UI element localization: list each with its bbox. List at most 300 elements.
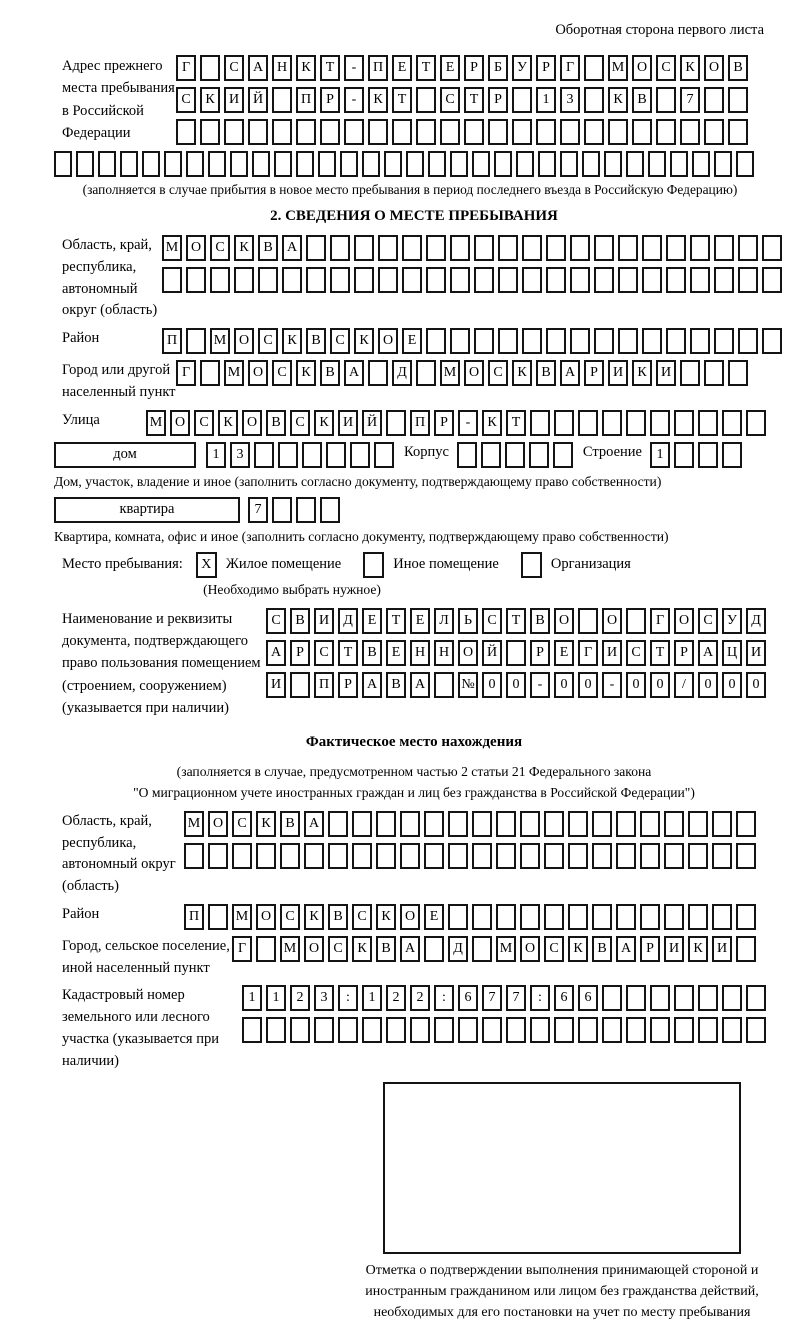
char-cell: Т xyxy=(320,55,340,81)
char-cell: / xyxy=(674,672,694,698)
empty-cell xyxy=(670,151,688,177)
char-cell: А xyxy=(698,640,718,666)
char-cell: Е xyxy=(554,640,574,666)
char-cell: И xyxy=(338,410,358,436)
checkbox-organization xyxy=(521,552,542,578)
empty-cell xyxy=(640,843,660,869)
empty-cell xyxy=(498,328,518,354)
char-cell: Р xyxy=(584,360,604,386)
empty-cell xyxy=(584,87,604,113)
empty-cell xyxy=(224,119,244,145)
char-cell: Е xyxy=(424,904,444,930)
char-cell: Г xyxy=(578,640,598,666)
empty-cell xyxy=(584,55,604,81)
empty-cell xyxy=(690,235,710,261)
char-cell: 7 xyxy=(680,87,700,113)
cadastral-label: Кадастровый номер земельного или лесного участка (указывается при наличии) xyxy=(62,987,219,1069)
char-cell: О xyxy=(234,328,254,354)
empty-cell xyxy=(698,442,718,468)
empty-cell xyxy=(434,1017,454,1043)
char-cell: А xyxy=(282,235,302,261)
empty-cell xyxy=(296,151,314,177)
empty-cell xyxy=(362,1017,382,1043)
empty-cell xyxy=(594,235,614,261)
char-cell: : xyxy=(530,985,550,1011)
char-cell: Й xyxy=(248,87,268,113)
char-cell: 2 xyxy=(386,985,406,1011)
empty-cell xyxy=(736,843,756,869)
char-cell: К xyxy=(568,936,588,962)
char-cell: 0 xyxy=(698,672,718,698)
empty-cell xyxy=(626,151,644,177)
empty-cell xyxy=(384,151,402,177)
prev-address-row-3 xyxy=(176,119,748,145)
empty-cell xyxy=(692,151,710,177)
street-row xyxy=(62,410,766,436)
empty-cell xyxy=(234,267,254,293)
empty-cell xyxy=(426,328,446,354)
char-cell: С xyxy=(314,640,334,666)
char-cell: Р xyxy=(338,672,358,698)
char-cell: 0 xyxy=(554,672,574,698)
empty-cell xyxy=(602,985,622,1011)
empty-cell xyxy=(736,904,756,930)
char-cell: С xyxy=(176,87,196,113)
empty-cell xyxy=(554,410,574,436)
empty-cell xyxy=(472,811,492,837)
district-cells xyxy=(162,328,782,354)
empty-cell xyxy=(354,267,374,293)
empty-cell xyxy=(722,442,742,468)
char-cell: Ц xyxy=(722,640,742,666)
empty-cell xyxy=(142,151,160,177)
empty-cell xyxy=(664,843,684,869)
empty-cell xyxy=(326,442,346,468)
char-cell: Ь xyxy=(458,608,478,634)
char-cell: Р xyxy=(536,55,556,81)
region-label: Область, край, республика, автономный округ (область) xyxy=(62,237,158,319)
region-cells xyxy=(162,235,782,293)
empty-cell xyxy=(416,360,436,386)
empty-cell xyxy=(164,151,182,177)
char-cell: Д xyxy=(392,360,412,386)
empty-cell xyxy=(378,235,398,261)
actual-region-label: Область, край, республика, автономный округ (область) xyxy=(62,812,176,895)
empty-cell xyxy=(616,904,636,930)
empty-cell xyxy=(680,360,700,386)
empty-cell xyxy=(481,442,501,468)
empty-cell xyxy=(330,235,350,261)
section2-heading: 2. СВЕДЕНИЯ О МЕСТЕ ПРЕБЫВАНИЯ xyxy=(270,208,558,224)
empty-cell xyxy=(522,328,542,354)
char-cell: В xyxy=(328,904,348,930)
empty-cell xyxy=(714,328,734,354)
empty-cell xyxy=(410,1017,430,1043)
empty-cell xyxy=(544,811,564,837)
empty-cell xyxy=(632,119,652,145)
empty-cell xyxy=(386,410,406,436)
empty-cell xyxy=(340,151,358,177)
char-cell: Т xyxy=(416,55,436,81)
char-cell: А xyxy=(344,360,364,386)
char-cell: В xyxy=(280,811,300,837)
street-label: Улица xyxy=(62,411,100,428)
actual-city-row xyxy=(62,936,766,980)
char-cell: К xyxy=(482,410,502,436)
char-cell: И xyxy=(608,360,628,386)
empty-cell xyxy=(330,267,350,293)
char-cell: О xyxy=(170,410,190,436)
empty-cell xyxy=(186,151,204,177)
empty-cell xyxy=(458,1017,478,1043)
empty-cell xyxy=(76,151,94,177)
char-cell: 0 xyxy=(722,672,742,698)
empty-cell xyxy=(666,267,686,293)
empty-cell xyxy=(302,442,322,468)
char-cell: О xyxy=(208,811,228,837)
confirmation-stamp-area xyxy=(362,1082,762,1323)
empty-cell xyxy=(704,87,724,113)
char-cell: К xyxy=(512,360,532,386)
char-cell: К xyxy=(368,87,388,113)
empty-cell xyxy=(290,672,310,698)
empty-cell xyxy=(604,151,622,177)
empty-cell xyxy=(560,151,578,177)
empty-cell xyxy=(722,985,742,1011)
cadastral-row xyxy=(62,985,766,1072)
empty-cell xyxy=(256,843,276,869)
char-cell: В xyxy=(290,608,310,634)
empty-cell xyxy=(496,843,516,869)
char-cell: О xyxy=(464,360,484,386)
empty-cell xyxy=(530,410,550,436)
empty-cell xyxy=(712,843,732,869)
char-cell: Г xyxy=(560,55,580,81)
empty-cell xyxy=(280,843,300,869)
char-cell: А xyxy=(616,936,636,962)
char-cell: М xyxy=(280,936,300,962)
char-cell: К xyxy=(282,328,302,354)
char-cell: В xyxy=(386,672,406,698)
char-cell: В xyxy=(362,640,382,666)
char-cell: К xyxy=(296,55,316,81)
char-cell: М xyxy=(184,811,204,837)
char-cell: К xyxy=(296,360,316,386)
empty-cell xyxy=(505,442,525,468)
char-cell: К xyxy=(200,87,220,113)
char-cell: К xyxy=(314,410,334,436)
empty-cell xyxy=(448,811,468,837)
confirmation-stamp-box xyxy=(383,1082,741,1254)
char-cell: П xyxy=(368,55,388,81)
region-row-2 xyxy=(162,267,782,293)
empty-cell xyxy=(208,904,228,930)
empty-cell xyxy=(496,904,516,930)
empty-cell xyxy=(578,1017,598,1043)
empty-cell xyxy=(520,811,540,837)
char-cell: С xyxy=(290,410,310,436)
empty-cell xyxy=(278,442,298,468)
empty-cell xyxy=(474,328,494,354)
char-cell: К xyxy=(234,235,254,261)
char-cell: - xyxy=(344,87,364,113)
char-cell: С xyxy=(656,55,676,81)
empty-cell xyxy=(256,936,276,962)
empty-cell xyxy=(496,811,516,837)
empty-cell xyxy=(616,811,636,837)
empty-cell xyxy=(570,328,590,354)
empty-cell xyxy=(368,119,388,145)
empty-cell xyxy=(568,843,588,869)
empty-cell xyxy=(208,843,228,869)
char-cell: 6 xyxy=(554,985,574,1011)
empty-cell xyxy=(416,87,436,113)
empty-cell xyxy=(529,442,549,468)
char-cell: М xyxy=(162,235,182,261)
empty-cell xyxy=(728,119,748,145)
empty-cell xyxy=(416,119,436,145)
char-cell: К xyxy=(632,360,652,386)
char-cell: К xyxy=(304,904,324,930)
empty-cell xyxy=(424,843,444,869)
char-cell: У xyxy=(512,55,532,81)
empty-cell xyxy=(762,235,782,261)
empty-cell xyxy=(568,811,588,837)
char-cell: М xyxy=(224,360,244,386)
char-cell: : xyxy=(338,985,358,1011)
empty-cell xyxy=(392,119,412,145)
empty-cell xyxy=(328,843,348,869)
char-cell: В xyxy=(376,936,396,962)
empty-cell xyxy=(368,360,388,386)
empty-cell xyxy=(736,151,754,177)
empty-cell xyxy=(506,1017,526,1043)
prev-address-row-2 xyxy=(176,87,748,113)
empty-cell xyxy=(328,811,348,837)
char-cell: 1 xyxy=(206,442,226,468)
char-cell: № xyxy=(458,672,478,698)
empty-cell xyxy=(690,267,710,293)
empty-cell xyxy=(538,151,556,177)
empty-cell xyxy=(512,119,532,145)
char-cell: Р xyxy=(488,87,508,113)
empty-cell xyxy=(666,235,686,261)
empty-cell xyxy=(450,235,470,261)
empty-cell xyxy=(530,1017,550,1043)
empty-cell xyxy=(406,151,424,177)
empty-cell xyxy=(544,904,564,930)
empty-cell xyxy=(698,1017,718,1043)
empty-cell xyxy=(608,119,628,145)
char-cell: Н xyxy=(410,640,430,666)
empty-cell xyxy=(714,235,734,261)
actual-district-label: Район xyxy=(62,905,100,922)
empty-cell xyxy=(426,235,446,261)
empty-cell xyxy=(738,328,758,354)
prev-address-row-4 xyxy=(54,151,766,177)
char-cell: О xyxy=(520,936,540,962)
char-cell: О xyxy=(378,328,398,354)
empty-cell xyxy=(626,410,646,436)
char-cell: Е xyxy=(362,608,382,634)
option-residential-label: Жилое помещение xyxy=(225,556,342,572)
empty-cell xyxy=(464,119,484,145)
char-cell: О xyxy=(602,608,622,634)
char-cell: К xyxy=(354,328,374,354)
korpus-label: Корпус xyxy=(404,443,449,460)
char-cell: - xyxy=(530,672,550,698)
actual-region-row-1 xyxy=(184,811,756,837)
char-cell: И xyxy=(712,936,732,962)
empty-cell xyxy=(362,151,380,177)
empty-cell xyxy=(352,811,372,837)
empty-cell xyxy=(746,985,766,1011)
char-cell: И xyxy=(746,640,766,666)
empty-cell xyxy=(592,904,612,930)
char-cell: 6 xyxy=(458,985,478,1011)
empty-cell xyxy=(650,410,670,436)
empty-cell xyxy=(616,843,636,869)
district-row xyxy=(62,328,766,354)
empty-cell xyxy=(450,267,470,293)
char-cell: 2 xyxy=(290,985,310,1011)
empty-cell xyxy=(704,119,724,145)
char-cell: 0 xyxy=(506,672,526,698)
char-cell: : xyxy=(434,985,454,1011)
char-cell: Р xyxy=(290,640,310,666)
checkbox-residential: X xyxy=(196,552,217,578)
char-cell: 3 xyxy=(230,442,250,468)
empty-cell xyxy=(472,936,492,962)
empty-cell xyxy=(282,267,302,293)
char-cell: Й xyxy=(482,640,502,666)
empty-cell xyxy=(648,151,666,177)
char-cell: М xyxy=(146,410,166,436)
char-cell: О xyxy=(256,904,276,930)
empty-cell xyxy=(184,843,204,869)
empty-cell xyxy=(498,267,518,293)
char-cell: О xyxy=(458,640,478,666)
empty-cell xyxy=(434,672,454,698)
region-row xyxy=(62,235,766,322)
empty-cell xyxy=(592,843,612,869)
empty-cell xyxy=(594,328,614,354)
actual-region-cells xyxy=(184,811,756,869)
empty-cell xyxy=(578,608,598,634)
empty-cell xyxy=(186,328,206,354)
empty-cell xyxy=(338,1017,358,1043)
empty-cell xyxy=(266,1017,286,1043)
empty-cell xyxy=(516,151,534,177)
char-cell: С xyxy=(544,936,564,962)
empty-cell xyxy=(320,497,340,523)
char-cell: 7 xyxy=(506,985,526,1011)
document-block xyxy=(62,608,766,720)
char-cell: 0 xyxy=(746,672,766,698)
char-cell: В xyxy=(306,328,326,354)
empty-cell xyxy=(498,235,518,261)
prev-address-label: Адрес прежнего места пребывания в Российской Федерации xyxy=(62,58,175,142)
char-cell: - xyxy=(344,55,364,81)
char-cell: П xyxy=(162,328,182,354)
empty-cell xyxy=(728,360,748,386)
city-row xyxy=(62,360,766,404)
empty-cell xyxy=(272,87,292,113)
char-cell: Т xyxy=(650,640,670,666)
empty-cell xyxy=(472,904,492,930)
char-cell: К xyxy=(680,55,700,81)
empty-cell xyxy=(472,151,490,177)
empty-cell xyxy=(594,267,614,293)
empty-cell xyxy=(626,985,646,1011)
char-cell: В xyxy=(728,55,748,81)
actual-note-line-1: (заполняется в случае, предусмотренном частью 2 статьи 21 Федерального закона xyxy=(176,763,652,779)
char-cell: И xyxy=(314,608,334,634)
char-cell: А xyxy=(248,55,268,81)
empty-cell xyxy=(722,410,742,436)
empty-cell xyxy=(200,360,220,386)
empty-cell xyxy=(258,267,278,293)
empty-cell xyxy=(296,119,316,145)
empty-cell xyxy=(688,843,708,869)
char-cell: А xyxy=(560,360,580,386)
empty-cell xyxy=(350,442,370,468)
option-other-premises-label: Иное помещение xyxy=(393,556,499,572)
actual-note-line-2: "О миграционном учете иностранных граждан и лиц без гражданства в Российской Федерации") xyxy=(133,784,695,800)
confirmation-stamp-caption: Отметка о подтверждении выполнения принимающей стороной и иностранным гражданином или лицом без гражданства действий, необходимых для его постановки на учет по месту пребывания xyxy=(365,1263,759,1321)
empty-cell xyxy=(440,119,460,145)
empty-cell xyxy=(642,267,662,293)
char-cell: И xyxy=(224,87,244,113)
char-cell: В xyxy=(320,360,340,386)
empty-cell xyxy=(642,328,662,354)
empty-cell xyxy=(400,843,420,869)
empty-cell xyxy=(424,811,444,837)
stroenie-cells xyxy=(650,442,742,468)
empty-cell xyxy=(656,87,676,113)
char-cell: Н xyxy=(272,55,292,81)
apartment-row xyxy=(62,497,766,523)
char-cell: Е xyxy=(386,640,406,666)
char-cell: С xyxy=(194,410,214,436)
empty-cell xyxy=(674,985,694,1011)
region-row-1 xyxy=(162,235,782,261)
empty-cell xyxy=(578,410,598,436)
char-cell: С xyxy=(258,328,278,354)
char-cell: 7 xyxy=(482,985,502,1011)
char-cell: М xyxy=(440,360,460,386)
char-cell: Т xyxy=(392,87,412,113)
empty-cell xyxy=(642,235,662,261)
char-cell: Г xyxy=(176,55,196,81)
prev-address-row-1 xyxy=(176,55,748,81)
empty-cell xyxy=(306,235,326,261)
actual-region-row-2 xyxy=(184,843,756,869)
empty-cell xyxy=(688,904,708,930)
char-cell: К xyxy=(256,811,276,837)
empty-cell xyxy=(306,267,326,293)
char-cell: В xyxy=(536,360,556,386)
empty-cell xyxy=(736,936,756,962)
document-row-3 xyxy=(266,672,766,698)
empty-cell xyxy=(666,328,686,354)
char-cell: К xyxy=(352,936,372,962)
char-cell: Б xyxy=(488,55,508,81)
korpus-cells xyxy=(457,442,573,468)
char-cell: О xyxy=(704,55,724,81)
char-cell: В xyxy=(266,410,286,436)
empty-cell xyxy=(602,1017,622,1043)
